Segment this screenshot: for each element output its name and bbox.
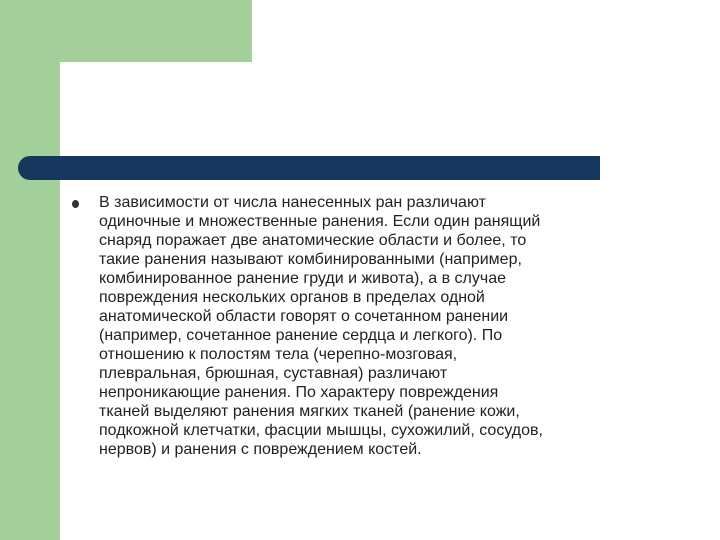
decor-rounded-corner [60,62,120,122]
text-line: одиночные и множественные ранения. Если один ранящий [99,213,541,230]
text-line: тканей выделяют ранения мягких тканей (ранение кожи, [99,403,520,420]
text-line: снаряд поражает две анатомические области и более, то [99,232,527,249]
text-line: плевральная, брюшная, суставная) различают [99,365,448,382]
decor-green-side [0,0,60,540]
text-line: такие ранения называют комбинированными (например, [99,251,522,268]
bullet-dot-icon [72,200,79,208]
text-line: подкожной клетчатки, фасции мышцы, сухожилий, сосудов, [99,422,543,439]
title-bar [18,156,600,180]
text-line: непроникающие ранения. По характеру повреждения [99,384,499,401]
text-line: комбинированное ранение груди и живота), а в случае [99,270,507,287]
text-line: отношению к полостям тела (черепно-мозговая, [99,346,458,363]
text-line: В зависимости от числа нанесенных ран различают [99,194,486,211]
text-line: повреждения нескольких органов в пределах одной [99,289,485,306]
text-line: нервов) и ранения с повреждением костей. [99,441,422,458]
slide-body [72,193,672,459]
bullet-item [72,193,672,459]
text-line: анатомической области говорят о сочетанном ранении [99,308,509,325]
bullet-text [99,193,669,459]
text-line: (например, сочетанное ранение сердца и легкого). По [99,327,503,344]
